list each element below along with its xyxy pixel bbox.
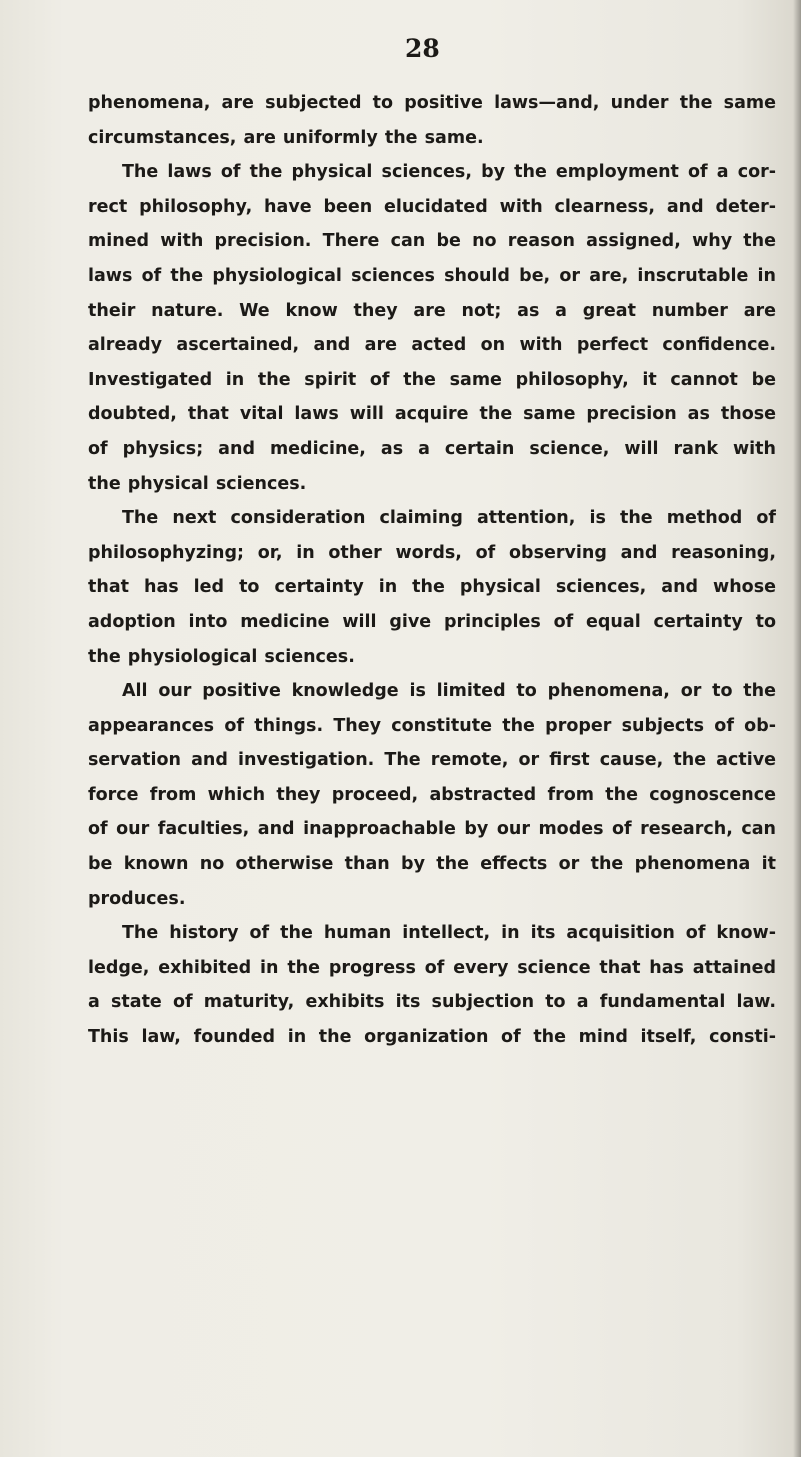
text-line: their nature. We know they are not; as a great number are <box>88 300 776 321</box>
text-line: a state of maturity, exhibits its subjection to a fundamental law. <box>88 992 776 1013</box>
paragraph <box>88 155 776 501</box>
paragraph <box>88 501 776 674</box>
paragraph <box>88 674 776 916</box>
text-line: ledge, exhibited in the progress of every science that has attained <box>88 957 776 978</box>
text-line: be known no otherwise than by the effects or the phenomena it <box>88 854 776 875</box>
text-line: circumstances, are uniformly the same. <box>88 127 484 148</box>
text-line: of our faculties, and inapproachable by our modes of research, can <box>88 819 776 840</box>
text-line: force from which they proceed, abstracted from the cognoscence <box>88 784 776 805</box>
text-line: produces. <box>88 888 186 909</box>
text-line: servation and investigation. The remote, or first cause, the active <box>88 750 776 771</box>
text-line: The history of the human intellect, in its acquisition of know- <box>122 923 776 944</box>
text-line: This law, founded in the organization of the mind itself, consti- <box>88 1027 776 1048</box>
text-line: Investigated in the spirit of the same philosophy, it cannot be <box>88 369 776 390</box>
text-line: already ascertained, and are acted on with perfect confidence. <box>88 335 776 356</box>
text-line: that has led to certainty in the physical sciences, and whose <box>88 577 776 598</box>
text-line: The laws of the physical sciences, by the employment of a cor- <box>122 162 776 183</box>
page-number: 28 <box>405 34 440 63</box>
text-line: doubted, that vital laws will acquire the same precision as those <box>88 404 776 425</box>
text-line: adoption into medicine will give principles of equal certainty to <box>88 611 776 632</box>
text-line: laws of the physiological sciences should be, or are, inscrutable in <box>88 265 776 286</box>
text-line: The next consideration claiming attention, is the method of <box>122 508 776 529</box>
paragraph <box>88 916 776 1054</box>
paragraph <box>88 86 776 155</box>
text-line: mined with precision. There can be no reason assigned, why the <box>88 231 776 252</box>
text-line: of physics; and medicine, as a certain science, will rank with <box>88 438 776 459</box>
text-line: the physiological sciences. <box>88 646 355 667</box>
text-line: rect philosophy, have been elucidated with clearness, and deter- <box>88 196 776 217</box>
body-text <box>88 86 776 1055</box>
text-line: phenomena, are subjected to positive laws—and, under the same <box>88 93 776 113</box>
page-edge-shadow <box>793 0 801 1457</box>
text-line: philosophyzing; or, in other words, of observing and reasoning, <box>88 542 776 563</box>
text-line: the physical sciences. <box>88 473 307 494</box>
text-line: appearances of things. They constitute the proper subjects of ob- <box>88 715 776 736</box>
text-line: All our positive knowledge is limited to phenomena, or to the <box>122 681 776 702</box>
